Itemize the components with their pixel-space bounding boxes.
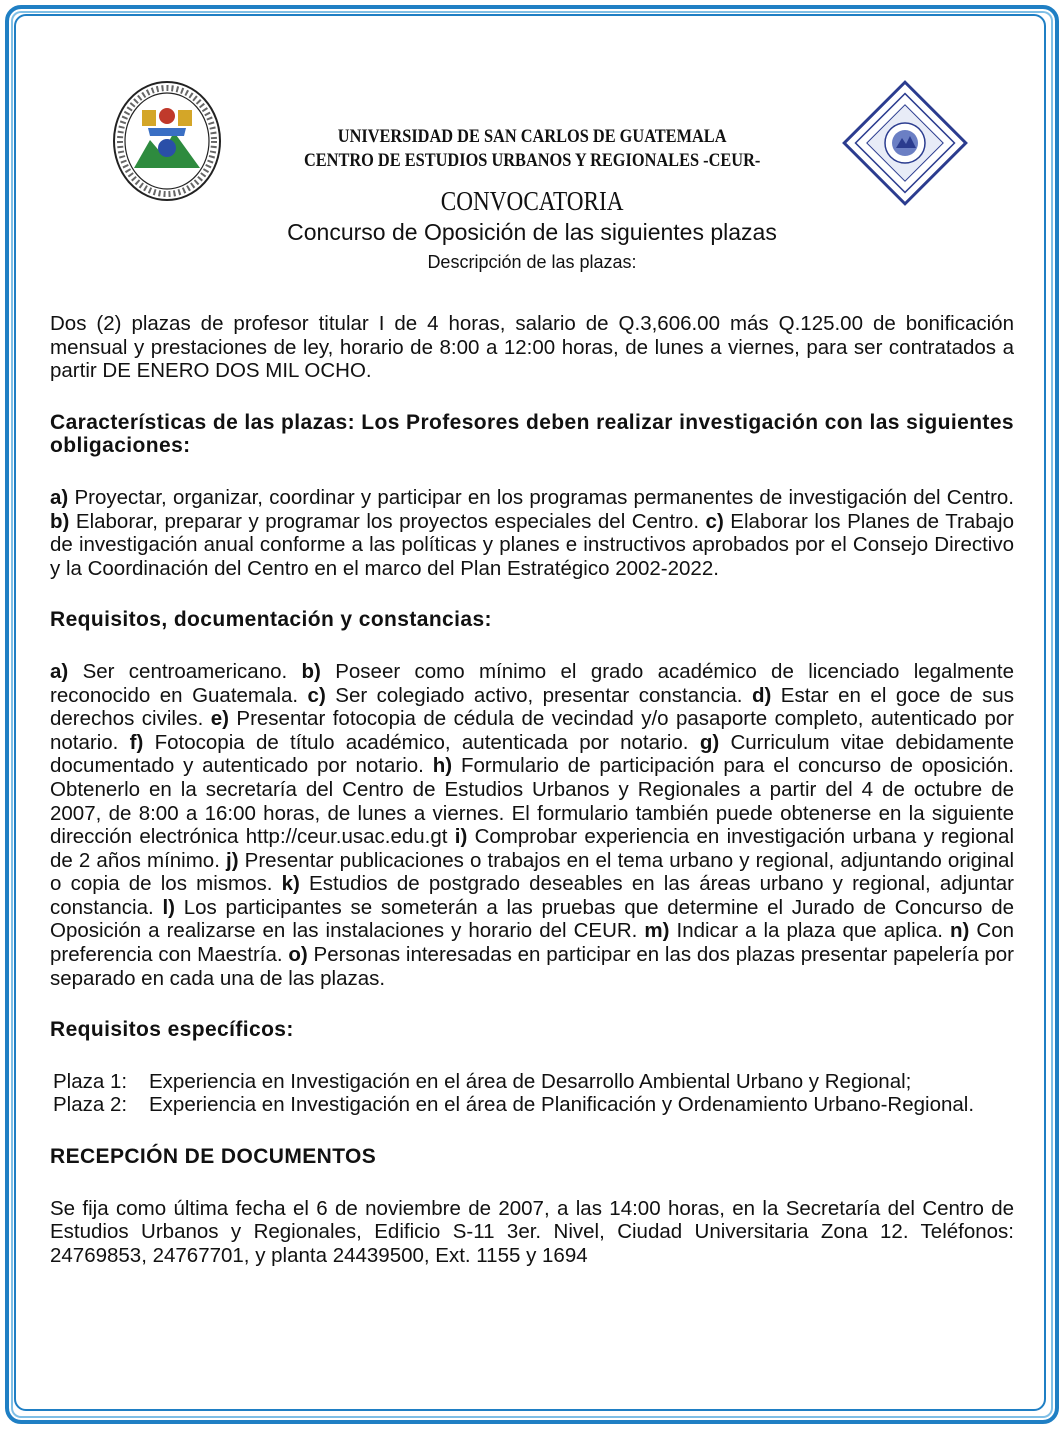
recepcion-paragraph: Se fija como última fecha el 6 de noviembre de 2007, a las 14:00 horas, en la Secretaría del Centro de Estudios Urbanos y Regionales, Edificio S-11 3er. Nivel, Ciudad Universitaria Zona 12. Teléfonos: 24769853, 24767701, y planta 24439500, Ext. 1155 y 1694 <box>50 1196 1014 1267</box>
item-text: Elaborar, preparar y programar los proyectos especiales del Centro. <box>69 509 706 533</box>
item-text: Estudios de postgrado deseables en las áreas urbano y regional, adjuntar constancia. <box>50 872 1014 919</box>
item-text: Ser colegiado activo, presentar constancia. <box>325 683 752 707</box>
item-letter: n) <box>950 919 970 943</box>
item-letter: e) <box>210 707 229 731</box>
item-letter: j) <box>226 848 239 872</box>
item-text: Presentar fotocopia de cédula de vecindad y/o pasaporte completo, autenticado por notario. <box>50 707 1015 754</box>
item-letter: i) <box>454 825 468 849</box>
item-letter: b) <box>50 509 70 533</box>
item-text: Ser centroamericano. <box>68 659 302 683</box>
item-text: Proyectar, organizar, coordinar y participar en los programas permanentes de investigación del Centro. <box>68 485 1014 509</box>
item-letter: l) <box>162 895 175 919</box>
plaza-label: Plaza 1: <box>53 1069 128 1093</box>
document-body <box>50 312 1014 1267</box>
caracteristicas-heading: Características de las plazas: Los Profesores deben realizar investigación con las siguientes obligaciones: <box>50 410 1014 458</box>
description-label: Descripción de las plazas: <box>427 252 637 272</box>
item-text: Indicar a la plaza que aplica. <box>669 919 950 943</box>
item-letter: k) <box>281 872 300 896</box>
list-item <box>53 1093 1014 1117</box>
requisitos-heading: Requisitos, documentación y constancias: <box>50 608 492 632</box>
item-text: Formulario de participación para el concurso de oposición. Obtenerlo en la secretaría del Centro de Estudios Urbanos y Regionales a partir del 4 de octubre de 2007, de 8:00 a 16:00 horas, de lunes a viernes. El formulario también puede obtenerse en la siguiente dirección electrónica http://ceur.usac.edu.gt <box>50 754 1014 849</box>
item-text: Fotocopia de título académico, autenticada por notario. <box>143 730 700 754</box>
item-text: Estar en el goce de sus derechos civiles. <box>50 683 1014 731</box>
item-text: Presentar publicaciones o trabajos en el tema urbano y regional, adjuntando original o copia de los mismos. <box>50 848 1014 896</box>
item-letter: o) <box>288 943 308 967</box>
item-letter: g) <box>699 730 720 754</box>
center-name: CENTRO DE ESTUDIOS URBANOS Y REGIONALES -CEUR- <box>303 150 761 171</box>
requisitos-paragraph <box>50 660 1014 990</box>
item-text: Comprobar experiencia en investigación urbana y regional de 2 años mínimo. <box>50 825 1014 872</box>
page-title: CONVOCATORIA <box>440 186 624 216</box>
item-text: Personas interesadas en participar en las dos plazas presentar papelería por separado en cada una de las plazas. <box>50 943 1014 990</box>
intro-paragraph: Dos (2) plazas de profesor titular I de 4 horas, salario de Q.3,606.00 más Q.125.00 de bonificación mensual y prestaciones de ley, horario de 8:00 a 12:00 horas, de lunes a viernes, para ser contratados a partir DE ENERO DOS MIL OCHO. <box>50 312 1014 383</box>
item-letter: c) <box>307 683 326 707</box>
item-letter: a) <box>50 659 69 683</box>
item-letter: d) <box>751 683 772 707</box>
plazas-list <box>50 1070 1014 1117</box>
item-text: Los participantes se someterán a las pruebas que determine el Jurado de Concurso de Oposición a realizarse en las instalaciones y horario del CEUR. <box>50 895 1014 943</box>
item-letter: f) <box>129 730 144 754</box>
item-letter: a) <box>50 485 69 509</box>
item-text: Poseer como mínimo el grado académico de licenciado legalmente reconocido en Guatemala. <box>50 659 1014 707</box>
page-subtitle: Concurso de Oposición de las siguientes plazas <box>287 219 777 245</box>
recepcion-heading: RECEPCIÓN DE DOCUMENTOS <box>50 1145 377 1169</box>
item-text: Con preferencia con Maestría. <box>50 919 1014 967</box>
plaza-text: Experiencia en Investigación en el área de Desarrollo Ambiental Urbano y Regional; <box>149 1069 912 1093</box>
university-name: UNIVERSIDAD DE SAN CARLOS DE GUATEMALA <box>337 126 727 147</box>
item-letter: c) <box>705 509 724 533</box>
item-text: Curriculum vitae debidamente documentado y autenticado por notario. <box>50 730 1014 778</box>
plaza-text: Experiencia en Investigación en el área de Planificación y Ordenamiento Urbano-Regional. <box>149 1093 975 1117</box>
item-letter: h) <box>432 754 453 778</box>
item-letter: m) <box>644 919 670 943</box>
especificos-heading: Requisitos específicos: <box>50 1018 294 1042</box>
plaza-label: Plaza 2: <box>53 1093 128 1117</box>
list-item <box>53 1070 1014 1094</box>
caracteristicas-paragraph <box>50 486 1014 580</box>
item-letter: b) <box>301 659 321 683</box>
item-text: Elaborar los Planes de Trabajo de investigación anual conforme a las políticas y planes e instructivos aprobados por el Consejo Directivo y la Coordinación del Centro en el marco del Plan Estratégico 2002-2022. <box>50 509 1014 580</box>
